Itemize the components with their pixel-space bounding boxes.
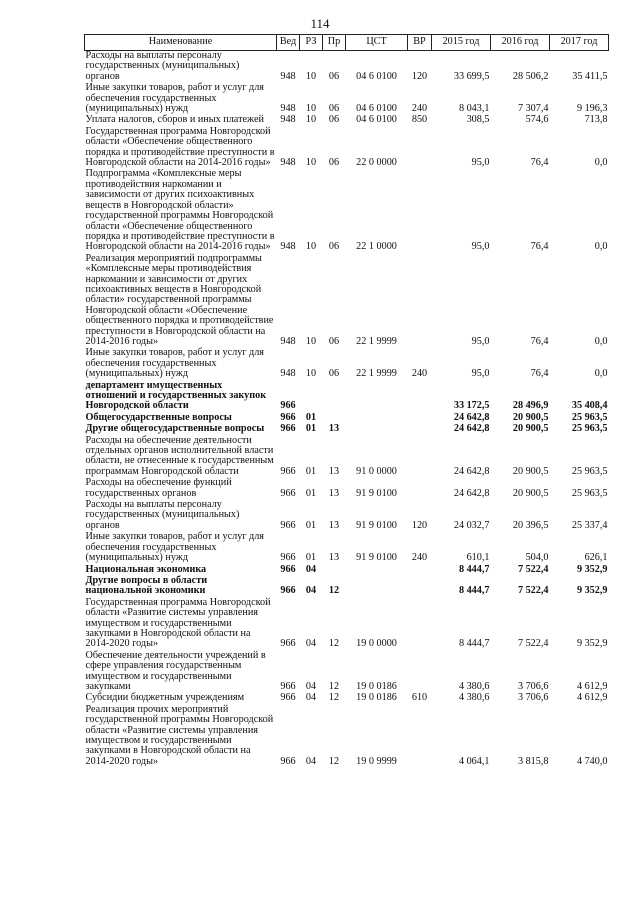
- cell-pr: 13: [328, 487, 340, 499]
- cell-name: Другие вопросы в области национальной экономики: [85, 574, 208, 597]
- cell-name: Обеспечение деятельности учреждений в сфере управления государственным имуществом и государственными закупками: [85, 649, 266, 692]
- header-2017: 2017 год: [550, 35, 609, 51]
- cell-ved: 966: [280, 638, 296, 650]
- cell-rz: 01: [305, 411, 317, 423]
- cell-2016: 7 522,4: [517, 585, 549, 597]
- cell-2015: 8 043,1: [458, 103, 490, 115]
- header-name: Наименование: [85, 35, 277, 51]
- table-row: [85, 651, 609, 694]
- cell-vr: 850: [411, 114, 428, 126]
- cell-pr: 12: [328, 692, 340, 704]
- cell-ved: 966: [280, 585, 296, 597]
- cell-rz: 01: [305, 519, 317, 531]
- table-row: [85, 169, 609, 253]
- cell-ved: 966: [280, 411, 296, 423]
- cell-rz: 10: [305, 241, 317, 253]
- cell-2015: 24 642,8: [453, 465, 490, 477]
- cell-pr: 06: [328, 241, 340, 253]
- cell-2016: 28 496,9: [512, 400, 549, 412]
- table-body: [85, 51, 609, 769]
- cell-2015: 4 380,6: [458, 692, 490, 704]
- cell-name: Субсидии бюджетным учреждениям: [85, 692, 245, 704]
- cell-2015: 8 444,7: [458, 638, 490, 650]
- cell-2017: 4 612,9: [576, 692, 608, 704]
- table-row: [85, 83, 609, 115]
- cell-name: Государственная программа Новгородской области «Развитие системы управления имуществом и государственными закупками в Новгородской области на 2014-2020 годы»: [85, 596, 271, 650]
- cell-ved: 948: [280, 241, 296, 253]
- cell-pr: 06: [328, 368, 340, 380]
- cell-2017: 9 352,9: [576, 638, 608, 650]
- table-header-row: [85, 35, 609, 51]
- cell-2017: 25 337,4: [571, 519, 608, 531]
- cell-2015: 95,0: [471, 335, 490, 347]
- cell-vr: [408, 478, 432, 500]
- cell-pr: 12: [328, 638, 340, 650]
- cell-pr: 13: [328, 465, 340, 477]
- cell-2017: 0,0: [594, 335, 608, 347]
- cell-name: Подпрограмма «Комплексные меры противодействия наркомании и зависимости от других психоактивных веществ в Новгородской области» государственной программы Новгородской области «Обеспечение общественного порядка и противодействие преступности в Новгородской области на 2014-2016 годы»: [85, 168, 275, 253]
- cell-ved: 966: [280, 692, 296, 704]
- cell-vr: [408, 254, 432, 349]
- cell-ved: 948: [280, 335, 296, 347]
- cell-cst: 22 1 9999: [356, 335, 397, 347]
- cell-pr: 06: [328, 103, 340, 115]
- cell-2015: 95,0: [471, 157, 490, 169]
- cell-ved: 966: [280, 519, 296, 531]
- table-row: [85, 127, 609, 170]
- cell-name: Общегосударственные вопросы: [85, 411, 232, 423]
- cell-2017: 35 411,5: [572, 70, 608, 82]
- cell-rz: 10: [305, 335, 317, 347]
- table-row: [85, 254, 609, 349]
- cell-pr: 13: [328, 423, 340, 435]
- table-row: [85, 705, 609, 768]
- cell-rz: 10: [305, 157, 317, 169]
- table-row: [85, 576, 609, 598]
- header-2015: 2015 год: [432, 35, 491, 51]
- cell-ved: 966: [280, 755, 296, 767]
- cell-pr: 12: [328, 585, 340, 597]
- cell-2015: 610,1: [466, 552, 490, 564]
- cell-name: Расходы на выплаты персоналу государственных (муниципальных) органов: [85, 499, 240, 531]
- cell-name: Расходы на выплаты персоналу государственных (муниципальных) органов: [85, 50, 240, 82]
- header-cst: ЦСТ: [346, 35, 408, 51]
- cell-cst: 04 6 0100: [356, 114, 397, 126]
- cell-2017: 0,0: [594, 157, 608, 169]
- cell-2015: 8 444,7: [458, 563, 490, 575]
- cell-cst: 22 1 0000: [356, 241, 397, 253]
- cell-ved: 966: [280, 563, 296, 575]
- cell-name: департамент имущественных отношений и государственных закупок Новгородской области: [85, 379, 267, 412]
- budget-table: [84, 34, 609, 768]
- cell-name: Реализация прочих мероприятий государственной программы Новгородской области «Развитие системы управления имуществом и государственными закупками в Новгородской области на 2014-2020 годы»: [85, 703, 274, 767]
- table-row: [85, 424, 609, 435]
- cell-pr: 12: [328, 755, 340, 767]
- cell-cst: [346, 424, 408, 435]
- cell-2015: 24 032,7: [453, 519, 490, 531]
- cell-rz: 01: [305, 423, 317, 435]
- cell-2017: 9 196,3: [576, 103, 608, 115]
- cell-ved: 966: [280, 680, 296, 692]
- cell-2016: 7 522,4: [517, 563, 549, 575]
- cell-2016: 7 522,4: [517, 638, 549, 650]
- table-row: [85, 436, 609, 479]
- cell-pr: 06: [328, 70, 340, 82]
- cell-2017: 9 352,9: [576, 563, 608, 575]
- cell-2016: 20 900,5: [512, 465, 549, 477]
- table-row: [85, 478, 609, 500]
- cell-rz: 04: [305, 563, 317, 575]
- cell-vr: [408, 651, 432, 694]
- cell-2016: 3 815,8: [517, 755, 549, 767]
- cell-2015: 33 172,5: [453, 400, 490, 412]
- cell-ved: 966: [280, 487, 296, 499]
- cell-vr: [408, 598, 432, 651]
- cell-2016: 76,4: [530, 335, 549, 347]
- cell-rz: 04: [305, 692, 317, 704]
- cell-2016: 574,6: [525, 114, 549, 126]
- header-2016: 2016 год: [491, 35, 550, 51]
- cell-cst: 19 0 0186: [356, 680, 397, 692]
- cell-2016: 504,0: [525, 552, 549, 564]
- cell-rz: 10: [305, 70, 317, 82]
- cell-ved: 948: [280, 368, 296, 380]
- cell-2015: 4 064,1: [458, 755, 490, 767]
- cell-2017: 0,0: [594, 368, 608, 380]
- cell-pr: 13: [328, 552, 340, 564]
- cell-vr: 120: [411, 519, 428, 531]
- cell-name: Расходы на обеспечение функций государственных органов: [85, 477, 232, 499]
- table-row: [85, 51, 609, 84]
- cell-2017: 0,0: [594, 241, 608, 253]
- cell-vr: [408, 127, 432, 170]
- cell-cst: 04 6 0100: [356, 70, 397, 82]
- cell-name: Иные закупки товаров, работ и услуг для обеспечения государственных (муниципальных) нужд: [85, 531, 264, 564]
- cell-2017: 35 408,4: [571, 400, 608, 412]
- cell-rz: 04: [305, 585, 317, 597]
- cell-pr: 06: [328, 114, 340, 126]
- cell-cst: 19 0 9999: [356, 755, 397, 767]
- cell-vr: [408, 424, 432, 435]
- cell-name: Расходы на обеспечение деятельности отдельных органов исполнительной власти области, не отнесенные к государственным программам Новгородской области: [85, 434, 274, 477]
- cell-cst: 91 9 0100: [356, 519, 397, 531]
- cell-pr: 06: [328, 335, 340, 347]
- cell-vr: [408, 169, 432, 253]
- cell-2015: 24 642,8: [453, 411, 490, 423]
- cell-rz: 04: [305, 638, 317, 650]
- cell-2016: 76,4: [530, 157, 549, 169]
- cell-name: Уплата налогов, сборов и иных платежей: [85, 114, 264, 126]
- cell-2016: 7 307,4: [517, 103, 549, 115]
- header-pr: Пр: [323, 35, 346, 51]
- cell-rz: 10: [305, 103, 317, 115]
- cell-2016: 20 900,5: [512, 487, 549, 499]
- cell-ved: 966: [280, 552, 296, 564]
- cell-2017: 25 963,5: [571, 423, 608, 435]
- cell-2017: 4 740,0: [576, 755, 608, 767]
- cell-cst: 91 9 0100: [356, 487, 397, 499]
- page-number: 114: [310, 16, 330, 31]
- cell-vr: 240: [411, 368, 428, 380]
- cell-ved: 966: [280, 423, 296, 435]
- cell-rz: [300, 381, 323, 413]
- cell-2015: 24 642,8: [453, 487, 490, 499]
- cell-cst: 22 1 9999: [356, 368, 397, 380]
- cell-2016: 20 900,5: [512, 411, 549, 423]
- cell-2015: 4 380,6: [458, 680, 490, 692]
- cell-name: Другие общегосударственные вопросы: [85, 423, 265, 435]
- cell-pr: 13: [328, 519, 340, 531]
- cell-vr: [408, 381, 432, 413]
- cell-pr: [323, 381, 346, 413]
- table-row: [85, 381, 609, 413]
- cell-name: Национальная экономика: [85, 563, 207, 575]
- cell-2017: 626,1: [584, 552, 608, 564]
- cell-vr: [408, 576, 432, 598]
- cell-name: Государственная программа Новгородской области «Обеспечение общественного порядка и противодействие преступности в Новгородской области на 2014-2016 годы»: [85, 125, 275, 169]
- cell-ved: 948: [280, 157, 296, 169]
- cell-rz: 01: [305, 487, 317, 499]
- cell-2015: 95,0: [471, 368, 490, 380]
- cell-cst: 19 0 0000: [356, 638, 397, 650]
- cell-2015: 95,0: [471, 241, 490, 253]
- cell-pr: [323, 565, 346, 576]
- cell-cst: 19 0 0186: [356, 692, 397, 704]
- cell-2017: 25 963,5: [571, 487, 608, 499]
- cell-2016: 76,4: [530, 368, 549, 380]
- header-rz: РЗ: [300, 35, 323, 51]
- header-vr: ВР: [408, 35, 432, 51]
- cell-name: Иные закупки товаров, работ и услуг для обеспечения государственных (муниципальных) нужд: [85, 82, 264, 115]
- cell-2016: 76,4: [530, 241, 549, 253]
- cell-vr: [408, 565, 432, 576]
- cell-vr: 120: [411, 70, 428, 82]
- cell-pr: 12: [328, 680, 340, 692]
- cell-cst: 91 9 0100: [356, 552, 397, 564]
- cell-2016: 20 900,5: [512, 423, 549, 435]
- cell-cst: 91 0 0000: [356, 465, 397, 477]
- cell-vr: [408, 436, 432, 479]
- cell-vr: [408, 705, 432, 768]
- cell-cst: [346, 576, 408, 598]
- cell-2015: 308,5: [466, 114, 490, 126]
- cell-rz: 01: [305, 552, 317, 564]
- cell-vr: [408, 413, 432, 424]
- cell-cst: 04 6 0100: [356, 103, 397, 115]
- cell-name: Реализация мероприятий подпрограммы «Комплексные меры противодействия наркомании и зависимости от других психоактивных веществ в Новгородской области» государственной программы Новгородской области «Обеспечение общественного порядка и противодействие преступности в Новгородской области на 2014-2016 годы»: [85, 252, 274, 347]
- cell-2015: 8 444,7: [458, 585, 490, 597]
- cell-ved: 948: [280, 103, 296, 115]
- cell-vr: 240: [411, 103, 428, 115]
- table-row: [85, 500, 609, 532]
- cell-cst: [346, 565, 408, 576]
- cell-2017: 25 963,5: [571, 411, 608, 423]
- cell-cst: 22 0 0000: [356, 157, 397, 169]
- cell-2016: 20 396,5: [512, 519, 549, 531]
- cell-2015: 24 642,8: [453, 423, 490, 435]
- cell-vr: 240: [411, 552, 428, 564]
- header-ved: Вед: [277, 35, 300, 51]
- cell-ved: 966: [280, 465, 296, 477]
- cell-2017: 713,8: [584, 114, 608, 126]
- cell-pr: 06: [328, 157, 340, 169]
- cell-2016: 28 506,2: [512, 70, 549, 82]
- cell-2015: 33 699,5: [453, 70, 490, 82]
- cell-ved: 948: [280, 114, 296, 126]
- table-row: [85, 348, 609, 380]
- cell-vr: 610: [411, 692, 428, 704]
- cell-rz: 10: [305, 114, 317, 126]
- cell-cst: [346, 381, 408, 413]
- table-row: [85, 598, 609, 651]
- cell-2017: 25 963,5: [571, 465, 608, 477]
- cell-rz: 04: [305, 755, 317, 767]
- cell-ved: 966: [280, 400, 296, 412]
- cell-cst: [346, 413, 408, 424]
- cell-rz: 04: [305, 680, 317, 692]
- cell-name: Иные закупки товаров, работ и услуг для обеспечения государственных (муниципальных) нужд: [85, 347, 264, 380]
- cell-rz: 01: [305, 465, 317, 477]
- cell-2017: 9 352,9: [576, 585, 608, 597]
- cell-rz: 10: [305, 368, 317, 380]
- cell-ved: 948: [280, 70, 296, 82]
- table-row: [85, 532, 609, 564]
- cell-2016: 3 706,6: [517, 692, 549, 704]
- cell-2016: 3 706,6: [517, 680, 549, 692]
- cell-2017: 4 612,9: [576, 680, 608, 692]
